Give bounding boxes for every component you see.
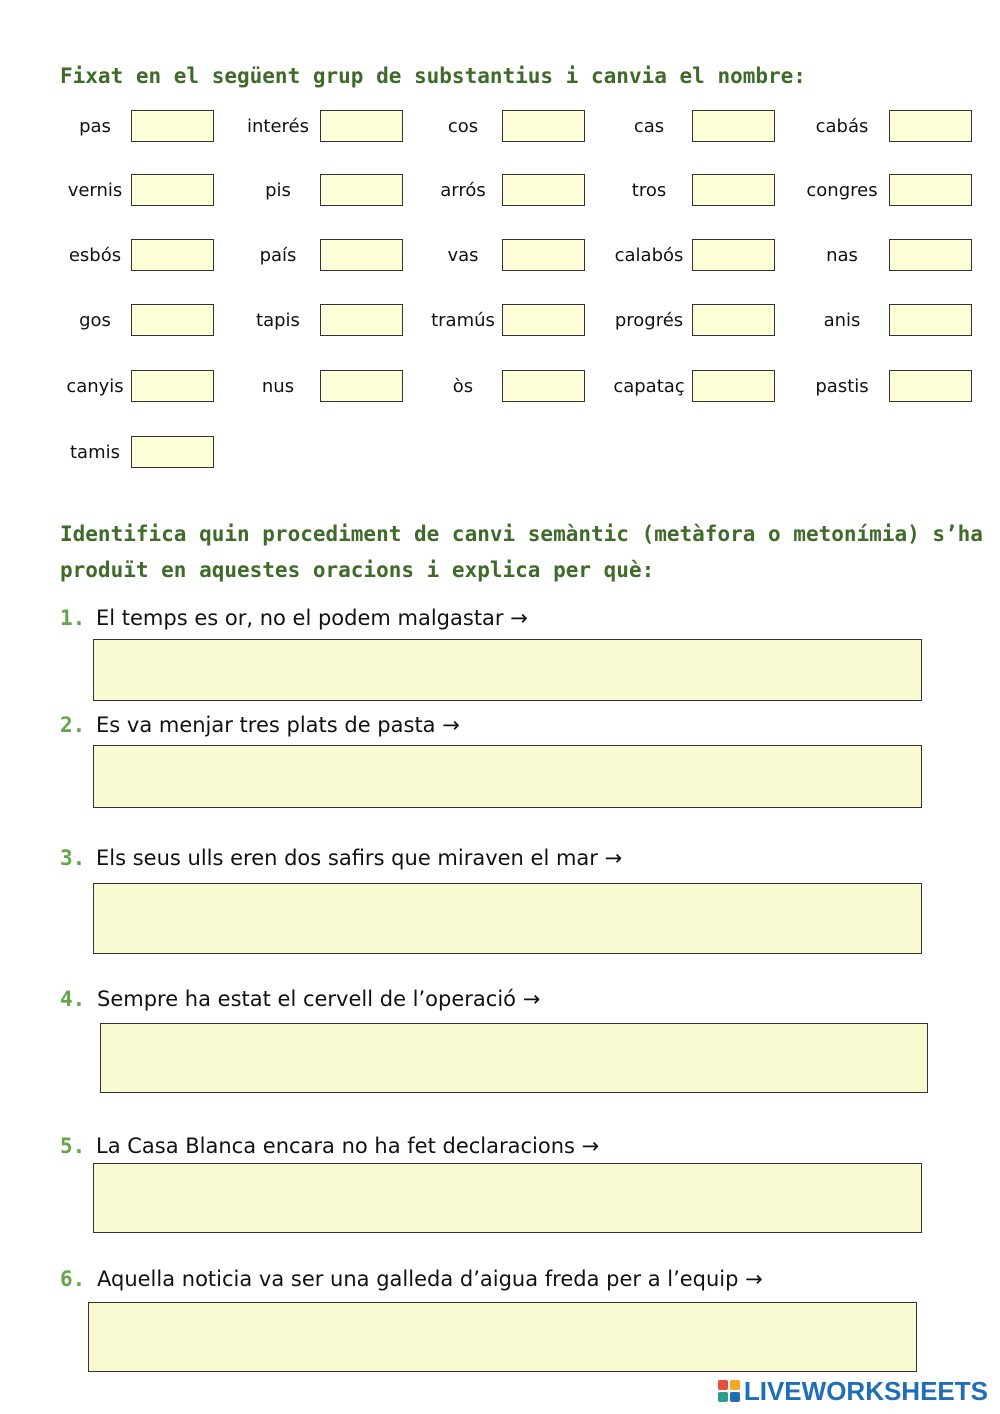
question-1-text: El temps es or, no el podem malgastar → <box>96 606 528 630</box>
noun-word: interés <box>247 116 309 137</box>
logo-text: LIVEWORKSHEETS <box>743 1375 988 1406</box>
section2-title-line1: Identifica quin procediment de canvi semàntic (metàfora o metonímia) s’ha <box>60 522 983 546</box>
plural-answer-box[interactable] <box>131 436 214 468</box>
plural-answer-box[interactable] <box>131 174 214 206</box>
answer-box-4[interactable] <box>100 1023 928 1093</box>
logo-mark-icon <box>718 1380 740 1402</box>
question-6-text: Aquella noticia va ser una galleda d’aigua freda per a l’equip → <box>97 1267 763 1291</box>
question-4-number: 4. <box>60 987 86 1011</box>
noun-word: tapis <box>256 310 300 331</box>
noun-word: canyis <box>66 376 124 397</box>
noun-word: gos <box>79 310 111 331</box>
answer-box-5[interactable] <box>93 1163 922 1233</box>
plural-answer-box[interactable] <box>692 110 775 142</box>
liveworksheets-logo <box>718 1374 988 1408</box>
question-2-number: 2. <box>60 713 86 737</box>
noun-word: país <box>259 245 297 266</box>
plural-answer-box[interactable] <box>692 304 775 336</box>
noun-word: tros <box>631 180 667 201</box>
answer-box-2[interactable] <box>93 745 922 808</box>
plural-answer-box[interactable] <box>692 370 775 402</box>
plural-answer-box[interactable] <box>889 110 972 142</box>
plural-answer-box[interactable] <box>502 304 585 336</box>
plural-answer-box[interactable] <box>889 370 972 402</box>
section1-title: Fixat en el següent grup de substantius i canvia el nombre: <box>60 64 806 88</box>
noun-word: cos <box>447 116 479 137</box>
plural-answer-box[interactable] <box>320 304 403 336</box>
answer-box-6[interactable] <box>88 1302 917 1372</box>
plural-answer-box[interactable] <box>320 370 403 402</box>
noun-word: tramús <box>431 310 495 331</box>
answer-box-3[interactable] <box>93 883 922 954</box>
noun-word: progrés <box>614 310 684 331</box>
noun-word: cas <box>633 116 665 137</box>
question-3-text: Els seus ulls eren dos safirs que miraven el mar → <box>96 846 623 870</box>
plural-answer-box[interactable] <box>320 239 403 271</box>
plural-answer-box[interactable] <box>131 239 214 271</box>
noun-word: tamis <box>69 442 120 463</box>
plural-answer-box[interactable] <box>502 370 585 402</box>
question-5-number: 5. <box>60 1134 86 1158</box>
noun-word: congres <box>806 180 878 201</box>
plural-answer-box[interactable] <box>320 110 403 142</box>
plural-answer-box[interactable] <box>131 304 214 336</box>
noun-word: esbós <box>68 245 122 266</box>
question-6-number: 6. <box>60 1267 86 1291</box>
plural-answer-box[interactable] <box>692 174 775 206</box>
plural-answer-box[interactable] <box>692 239 775 271</box>
question-4-text: Sempre ha estat el cervell de l’operació → <box>97 987 541 1011</box>
noun-word: vernis <box>67 180 123 201</box>
noun-word: calabós <box>614 245 684 266</box>
question-1-number: 1. <box>60 606 86 630</box>
plural-answer-box[interactable] <box>131 110 214 142</box>
noun-word: anis <box>823 310 861 331</box>
question-3-number: 3. <box>60 846 86 870</box>
plural-answer-box[interactable] <box>889 304 972 336</box>
noun-word: pis <box>265 180 291 201</box>
plural-answer-box[interactable] <box>889 239 972 271</box>
plural-answer-box[interactable] <box>320 174 403 206</box>
answer-box-1[interactable] <box>93 639 922 701</box>
plural-answer-box[interactable] <box>502 174 585 206</box>
plural-answer-box[interactable] <box>131 370 214 402</box>
noun-word: nus <box>261 376 295 397</box>
noun-word: pas <box>79 116 111 137</box>
noun-word: capataç <box>613 376 685 397</box>
noun-word: nas <box>826 245 858 266</box>
plural-answer-box[interactable] <box>502 239 585 271</box>
plural-answer-box[interactable] <box>502 110 585 142</box>
question-5-text: La Casa Blanca encara no ha fet declaracions → <box>96 1134 600 1158</box>
section2-title-line2: produït en aquestes oracions i explica per què: <box>60 558 655 582</box>
noun-word: arrós <box>440 180 486 201</box>
plural-answer-box[interactable] <box>889 174 972 206</box>
noun-word: pastis <box>815 376 869 397</box>
noun-word: vas <box>447 245 479 266</box>
question-2-text: Es va menjar tres plats de pasta → <box>96 713 460 737</box>
noun-word: òs <box>452 376 474 397</box>
noun-word: cabás <box>815 116 869 137</box>
